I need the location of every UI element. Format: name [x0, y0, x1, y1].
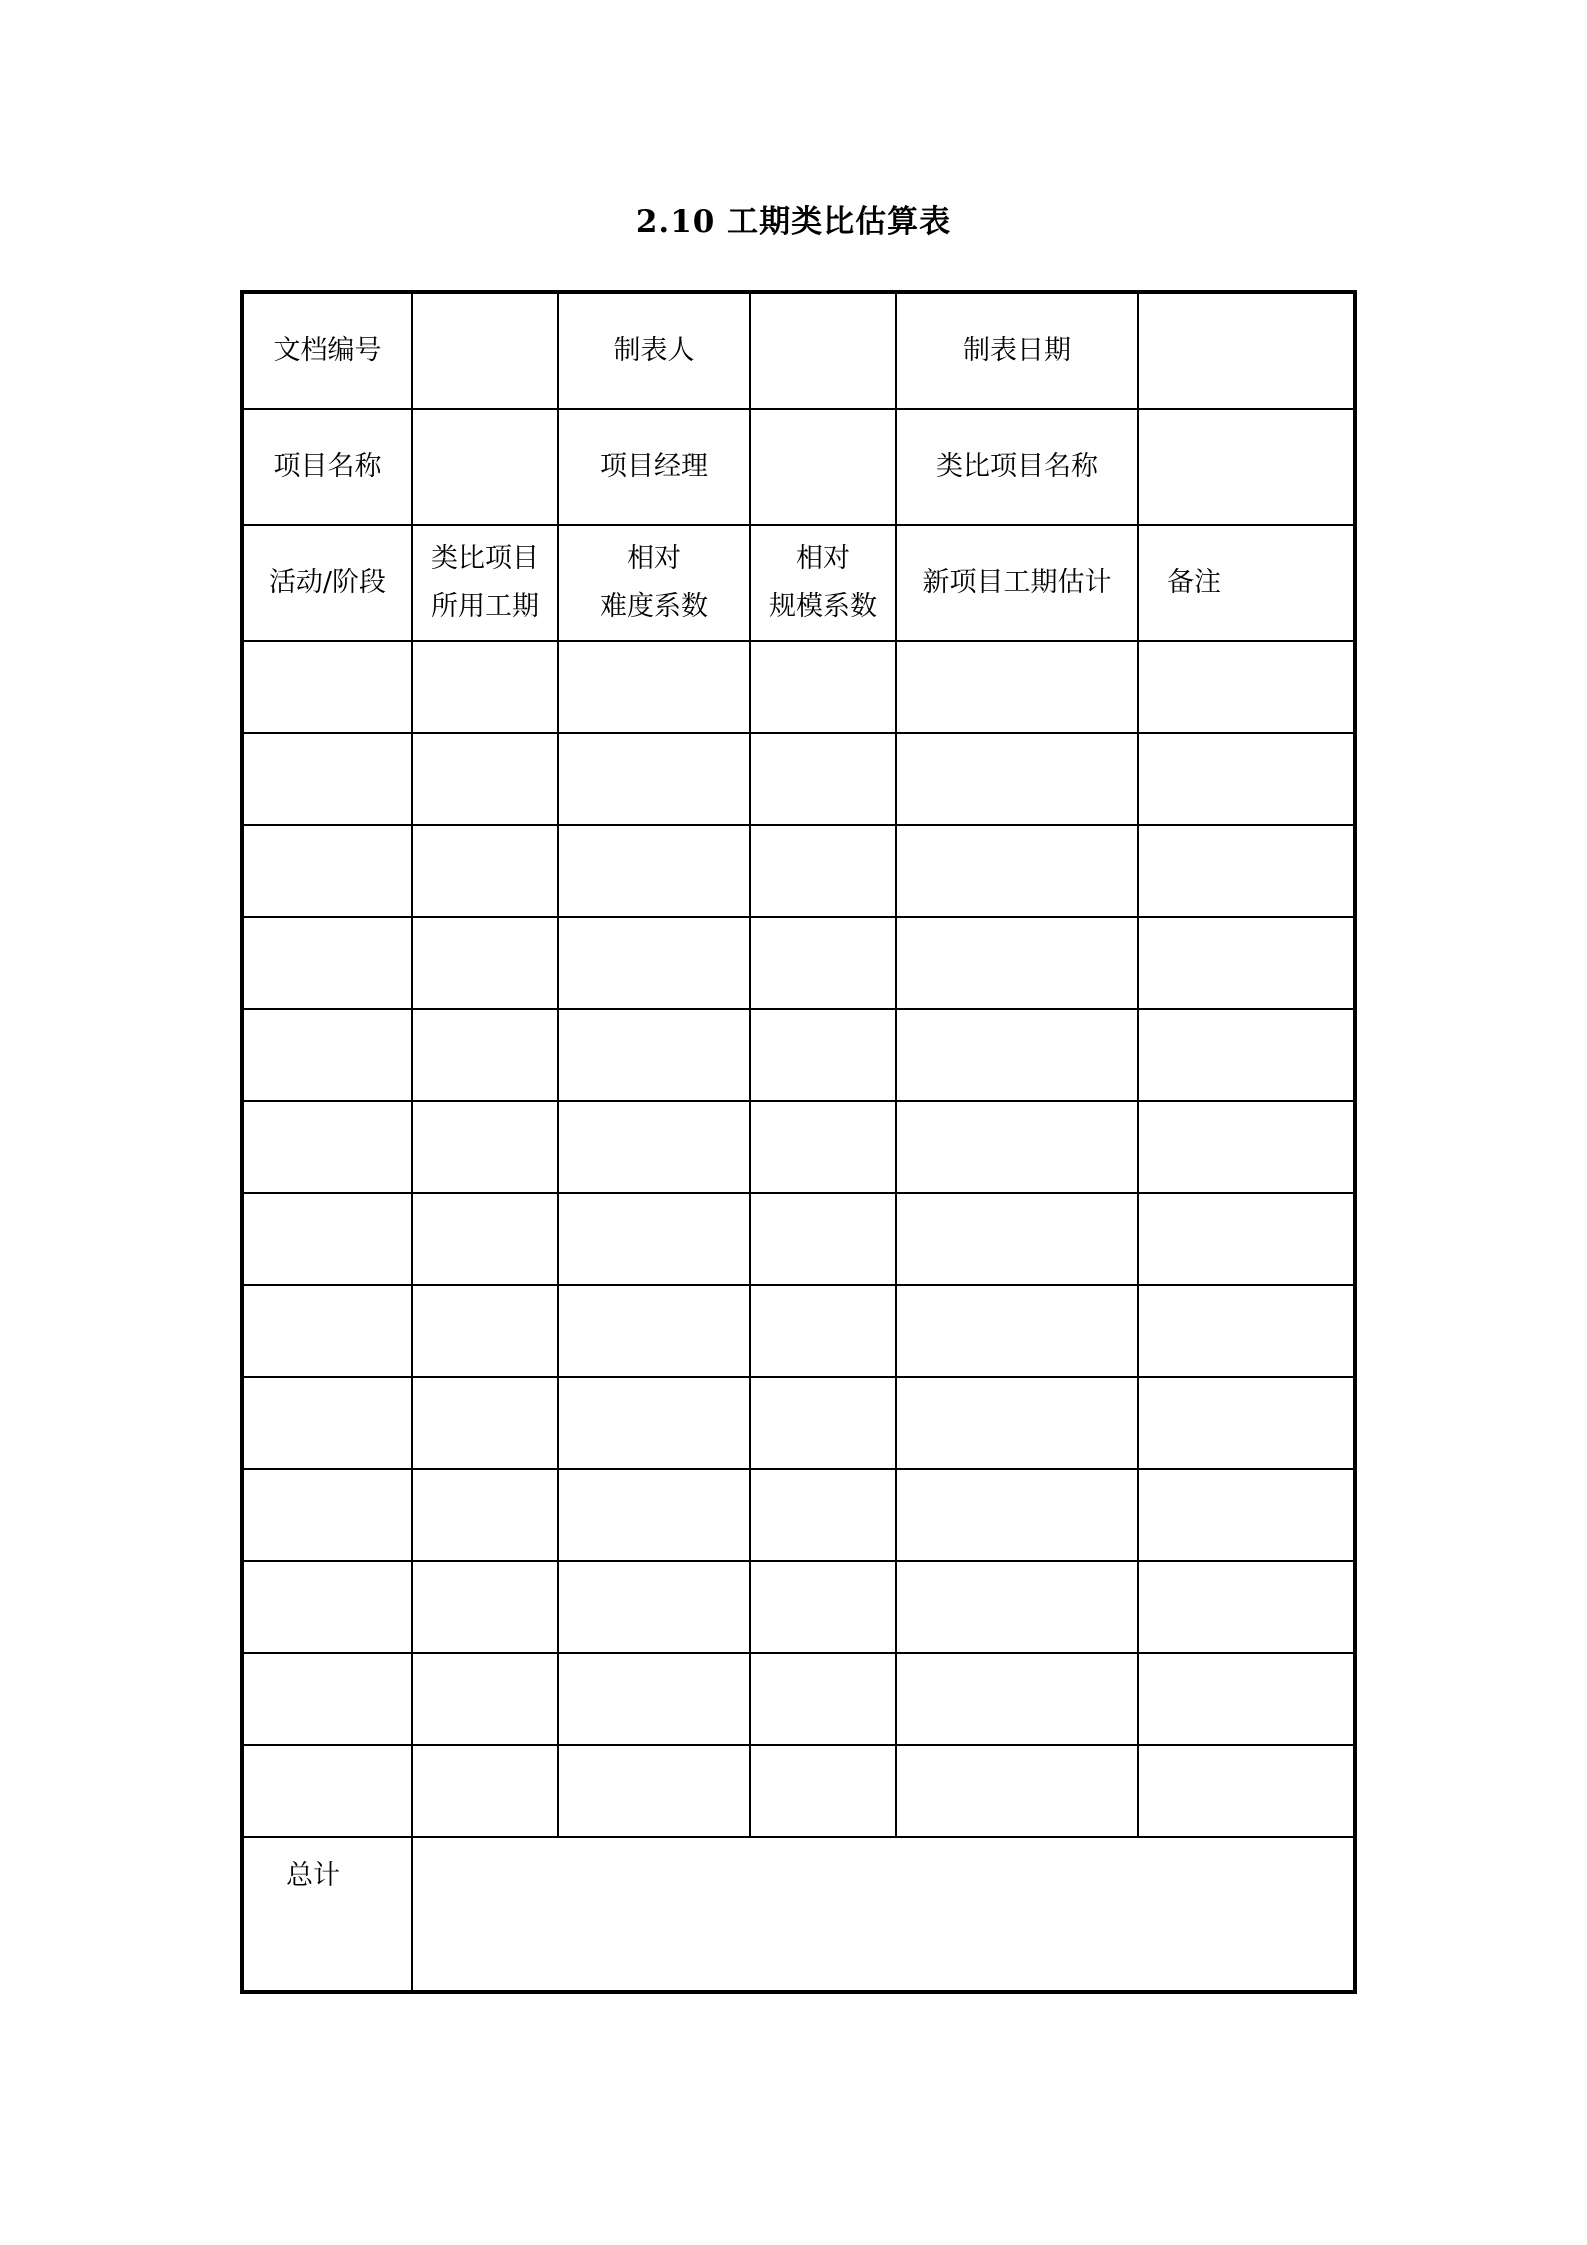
project-manager-field[interactable] — [750, 409, 896, 525]
column-header-difficulty — [558, 525, 750, 641]
difficulty-cell[interactable] — [558, 1193, 750, 1285]
new-estimate-cell[interactable] — [896, 1101, 1138, 1193]
table-row — [242, 1285, 1355, 1377]
table-row — [242, 1377, 1355, 1469]
analog-duration-cell[interactable] — [412, 917, 558, 1009]
preparer-field[interactable] — [750, 292, 896, 409]
total-label: 总计 — [242, 1837, 412, 1992]
table-row — [242, 917, 1355, 1009]
activity-cell[interactable] — [242, 825, 412, 917]
scale-cell[interactable] — [750, 1745, 896, 1837]
new-estimate-cell[interactable] — [896, 1745, 1138, 1837]
remarks-cell[interactable] — [1138, 1561, 1355, 1653]
remarks-cell[interactable] — [1138, 1285, 1355, 1377]
scale-cell[interactable] — [750, 825, 896, 917]
activity-cell[interactable] — [242, 1377, 412, 1469]
scale-cell[interactable] — [750, 1101, 896, 1193]
table-row — [242, 1745, 1355, 1837]
column-header-new-estimate: 新项目工期估计 — [896, 525, 1138, 641]
new-estimate-cell[interactable] — [896, 1377, 1138, 1469]
analog-project-name-field[interactable] — [1138, 409, 1355, 525]
remarks-cell[interactable] — [1138, 825, 1355, 917]
column-header-difficulty-line2: 难度系数 — [600, 591, 708, 622]
analog-duration-cell[interactable] — [412, 641, 558, 733]
column-header-remarks: 备注 — [1138, 525, 1355, 641]
column-header-activity: 活动/阶段 — [242, 525, 412, 641]
difficulty-cell[interactable] — [558, 1009, 750, 1101]
total-field[interactable] — [412, 1837, 1355, 1992]
remarks-cell[interactable] — [1138, 1469, 1355, 1561]
remarks-cell[interactable] — [1138, 1745, 1355, 1837]
activity-cell[interactable] — [242, 1745, 412, 1837]
difficulty-cell[interactable] — [558, 917, 750, 1009]
table-row — [242, 1193, 1355, 1285]
difficulty-cell[interactable] — [558, 1469, 750, 1561]
column-header-analog-duration-line1: 类比项目 — [431, 543, 539, 574]
date-label: 制表日期 — [896, 292, 1138, 409]
analog-duration-cell[interactable] — [412, 1469, 558, 1561]
difficulty-cell[interactable] — [558, 641, 750, 733]
scale-cell[interactable] — [750, 1285, 896, 1377]
analog-project-name-label: 类比项目名称 — [896, 409, 1138, 525]
new-estimate-cell[interactable] — [896, 733, 1138, 825]
column-header-difficulty-line1: 相对 — [627, 543, 681, 574]
remarks-cell[interactable] — [1138, 733, 1355, 825]
analog-duration-cell[interactable] — [412, 1377, 558, 1469]
project-name-label: 项目名称 — [242, 409, 412, 525]
difficulty-cell[interactable] — [558, 1285, 750, 1377]
analog-duration-cell[interactable] — [412, 1101, 558, 1193]
duration-estimate-table — [240, 290, 1357, 1994]
difficulty-cell[interactable] — [558, 1653, 750, 1745]
scale-cell[interactable] — [750, 1653, 896, 1745]
new-estimate-cell[interactable] — [896, 1561, 1138, 1653]
difficulty-cell[interactable] — [558, 825, 750, 917]
remarks-cell[interactable] — [1138, 641, 1355, 733]
new-estimate-cell[interactable] — [896, 641, 1138, 733]
difficulty-cell[interactable] — [558, 1377, 750, 1469]
project-manager-label: 项目经理 — [558, 409, 750, 525]
doc-number-field[interactable] — [412, 292, 558, 409]
activity-cell[interactable] — [242, 1469, 412, 1561]
remarks-cell[interactable] — [1138, 917, 1355, 1009]
scale-cell[interactable] — [750, 1469, 896, 1561]
activity-cell[interactable] — [242, 1009, 412, 1101]
table-row — [242, 1009, 1355, 1101]
analog-duration-cell[interactable] — [412, 1285, 558, 1377]
page-title: 2.10 工期类比估算表 — [635, 204, 952, 240]
column-header-row — [242, 525, 1355, 641]
scale-cell[interactable] — [750, 733, 896, 825]
difficulty-cell[interactable] — [558, 1101, 750, 1193]
remarks-cell[interactable] — [1138, 1009, 1355, 1101]
table-row — [242, 1653, 1355, 1745]
activity-cell[interactable] — [242, 1101, 412, 1193]
new-estimate-cell[interactable] — [896, 1009, 1138, 1101]
column-header-analog-duration-line2: 所用工期 — [431, 591, 539, 622]
scale-cell[interactable] — [750, 641, 896, 733]
analog-duration-cell[interactable] — [412, 733, 558, 825]
scale-cell[interactable] — [750, 1377, 896, 1469]
remarks-cell[interactable] — [1138, 1653, 1355, 1745]
activity-cell[interactable] — [242, 1561, 412, 1653]
column-header-scale-line2: 规模系数 — [769, 591, 877, 622]
doc-number-label: 文档编号 — [242, 292, 412, 409]
analog-duration-cell[interactable] — [412, 825, 558, 917]
new-estimate-cell[interactable] — [896, 1193, 1138, 1285]
new-estimate-cell[interactable] — [896, 825, 1138, 917]
new-estimate-cell[interactable] — [896, 1285, 1138, 1377]
analog-duration-cell[interactable] — [412, 1745, 558, 1837]
analog-duration-cell[interactable] — [412, 1009, 558, 1101]
activity-cell[interactable] — [242, 1285, 412, 1377]
project-name-field[interactable] — [412, 409, 558, 525]
analog-duration-cell[interactable] — [412, 1193, 558, 1285]
analog-duration-cell[interactable] — [412, 1653, 558, 1745]
table-row — [242, 1101, 1355, 1193]
new-estimate-cell[interactable] — [896, 1469, 1138, 1561]
activity-cell[interactable] — [242, 733, 412, 825]
table-row — [242, 733, 1355, 825]
remarks-cell[interactable] — [1138, 1377, 1355, 1469]
scale-cell[interactable] — [750, 1193, 896, 1285]
new-estimate-cell[interactable] — [896, 917, 1138, 1009]
table-row — [242, 1561, 1355, 1653]
remarks-cell[interactable] — [1138, 1101, 1355, 1193]
scale-cell[interactable] — [750, 1561, 896, 1653]
activity-cell[interactable] — [242, 1653, 412, 1745]
table-row — [242, 825, 1355, 917]
total-row — [242, 1837, 1355, 1992]
remarks-cell[interactable] — [1138, 1193, 1355, 1285]
analog-duration-cell[interactable] — [412, 1561, 558, 1653]
preparer-label: 制表人 — [558, 292, 750, 409]
info-row-1 — [242, 292, 1355, 409]
date-field[interactable] — [1138, 292, 1355, 409]
table-row — [242, 641, 1355, 733]
activity-cell[interactable] — [242, 1193, 412, 1285]
column-header-analog-duration — [412, 525, 558, 641]
activity-cell[interactable] — [242, 917, 412, 1009]
activity-cell[interactable] — [242, 641, 412, 733]
difficulty-cell[interactable] — [558, 1561, 750, 1653]
table-row — [242, 1469, 1355, 1561]
info-row-2 — [242, 409, 1355, 525]
difficulty-cell[interactable] — [558, 1745, 750, 1837]
column-header-scale-line1: 相对 — [796, 543, 850, 574]
scale-cell[interactable] — [750, 1009, 896, 1101]
scale-cell[interactable] — [750, 917, 896, 1009]
difficulty-cell[interactable] — [558, 733, 750, 825]
new-estimate-cell[interactable] — [896, 1653, 1138, 1745]
column-header-scale — [750, 525, 896, 641]
